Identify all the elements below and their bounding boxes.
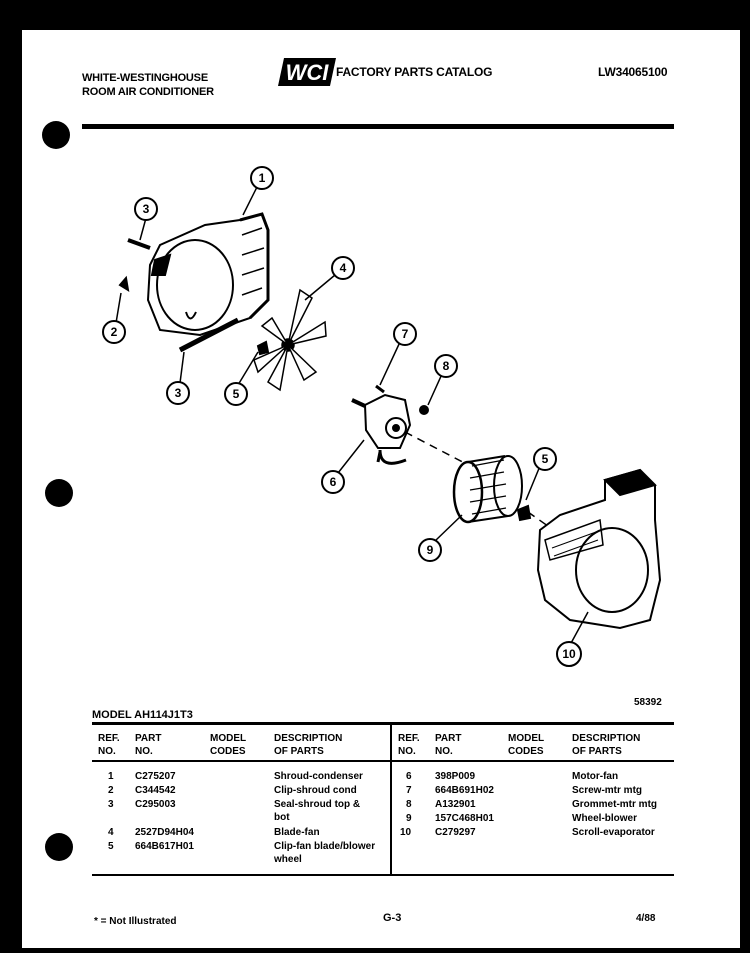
- part-ref-9: 9: [406, 813, 412, 824]
- brand-line-2: ROOM AIR CONDITIONER: [82, 86, 214, 98]
- part-ref-2: 2: [108, 785, 114, 796]
- col-header-ref-right: REF. NO.: [398, 733, 420, 757]
- grommet-drawing: [420, 406, 428, 414]
- part-ref-4: 4: [108, 827, 114, 838]
- parts-bottom-rule: [92, 874, 674, 876]
- motor-fan-drawing: [352, 395, 410, 463]
- part-ref-1: 1: [108, 771, 114, 782]
- part-desc-8: Grommet-mtr mtg: [572, 799, 658, 810]
- part-no-10: C279297: [435, 827, 476, 838]
- screw-motor-drawing: [376, 386, 384, 392]
- col-header-part-left: PART NO.: [135, 733, 162, 757]
- part-no-8: A132901: [435, 799, 476, 810]
- footer-note: * = Not Illustrated: [94, 916, 177, 927]
- col-header-model-left: MODEL CODES: [210, 733, 247, 757]
- callout-3-top: 3: [142, 202, 150, 216]
- shroud-condenser-drawing: [148, 214, 268, 335]
- callout-4: 4: [339, 261, 347, 275]
- part-no-1: C275207: [135, 771, 176, 782]
- part-ref-6: 6: [406, 771, 412, 782]
- callout-9: 9: [426, 543, 434, 557]
- wci-logo-text: WCI: [285, 60, 329, 85]
- callout-3-bottom: 3: [174, 386, 182, 400]
- col-header-desc-right: DESCRIPTION OF PARTS: [572, 733, 641, 757]
- callout-10: 10: [562, 647, 576, 661]
- scroll-evaporator-drawing: [538, 470, 660, 628]
- col-header-part-right: PART NO.: [435, 733, 462, 757]
- part-desc-9: Wheel-blower: [572, 813, 638, 824]
- part-no-9: 157C468H01: [435, 813, 494, 824]
- catalog-code: LW34065100: [598, 65, 668, 79]
- part-ref-3: 3: [108, 799, 114, 810]
- part-desc-4: Blade-fan: [274, 827, 320, 838]
- footer-date: 4/88: [636, 913, 656, 924]
- part-desc-2: Clip-shroud cond: [274, 785, 357, 796]
- part-desc-1: Shroud-condenser: [274, 771, 363, 782]
- footer-page-number: G-3: [383, 912, 402, 924]
- diagram-id: 58392: [634, 697, 662, 708]
- part-no-3: C295003: [135, 799, 176, 810]
- part-ref-8: 8: [406, 799, 412, 810]
- part-desc-7: Screw-mtr mtg: [572, 785, 643, 796]
- catalog-title: FACTORY PARTS CATALOG: [336, 65, 493, 79]
- col-header-desc-left: DESCRIPTION OF PARTS: [274, 733, 343, 757]
- col-header-ref-left: REF. NO.: [98, 733, 120, 757]
- wheel-blower-drawing: [454, 456, 522, 522]
- clip-fan-blade-drawing: [258, 342, 268, 354]
- part-ref-5: 5: [108, 841, 114, 852]
- part-no-7: 664B691H02: [435, 785, 494, 796]
- parts-top-rule: [92, 722, 674, 725]
- part-no-6: 398P009: [435, 771, 476, 782]
- part-no-5: 664B617H01: [135, 841, 194, 852]
- part-desc-3: Seal-shroud top & bot: [274, 799, 361, 823]
- callout-6: 6: [329, 475, 337, 489]
- brand-line-1: WHITE-WESTINGHOUSE: [82, 72, 208, 84]
- seal-shroud-top-drawing: [128, 240, 150, 248]
- part-ref-7: 7: [406, 785, 412, 796]
- callout-5-right: 5: [541, 452, 549, 466]
- callout-8: 8: [442, 359, 450, 373]
- clip-shroud-drawing: [120, 278, 128, 290]
- part-no-2: C344542: [135, 785, 176, 796]
- callout-1: 1: [258, 171, 266, 185]
- col-header-model-right: MODEL CODES: [508, 733, 545, 757]
- parts-column-divider: [390, 724, 392, 874]
- model-label: MODEL AH114J1T3: [92, 709, 193, 721]
- part-desc-5: Clip-fan blade/blower wheel: [274, 841, 376, 865]
- part-no-4: 2527D94H04: [135, 827, 194, 838]
- part-desc-10: Scroll-evaporator: [572, 827, 655, 838]
- callout-2: 2: [110, 325, 118, 339]
- parts-header-rule: [92, 760, 674, 762]
- part-desc-6: Motor-fan: [572, 771, 619, 782]
- part-ref-10: 10: [400, 827, 412, 838]
- callout-7: 7: [401, 327, 409, 341]
- callout-5-left: 5: [232, 387, 240, 401]
